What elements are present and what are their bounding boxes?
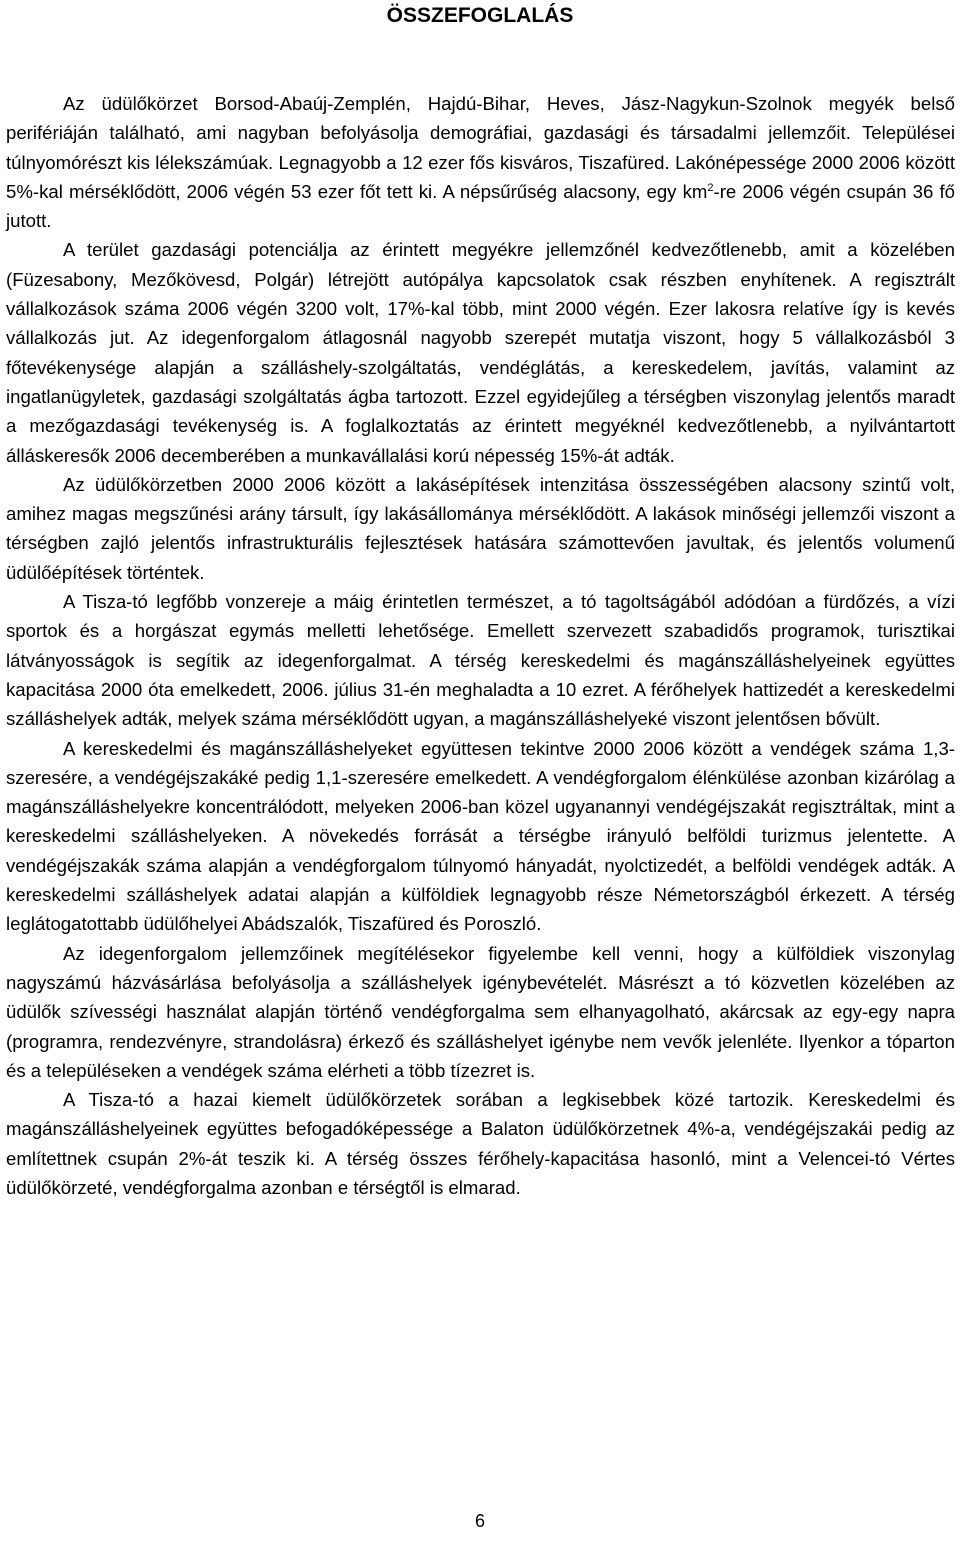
paragraph-guests: A kereskedelmi és magánszálláshelyeket együttesen tekintve 2000 2006 között a vendégek száma 1,3-szeresére, a vendégéjszakáké pedig 1,1-szeresére emelkedett. A vendégforgalom élénkülése azonban kizárólag a magánszálláshelyekre koncentrálódott, melyeken 2006-ban közel ugyanannyi vendégéjszakát regisztráltak, mint a kereskedelmi szálláshelyeken. A növekedés forrását a térségbe irányuló belföldi turizmus jelentette. A vendégéjszakák száma alapján a vendégforgalom túlnyomó hányadát, nyolctizedét, a belföldi vendégek adták. A kereskedelmi szálláshelyek adatai alapján a külföldiek legnagyobb része Németországból érkezett. A térség leglátogatottabb üdülőhelyei Abádszalók, Tiszafüred és Poroszló. [6, 737, 955, 935]
paragraph-comparison: A Tisza-tó a hazai kiemelt üdülőkörzetek sorában a legkisebbek közé tartozik. Kereskedelmi és magánszálláshelyeinek együttes befogadóképessége a Balaton üdülőkörzetnek 4%-a, vendégéjszakái pedig az említettnek csupán 2%-át teszik ki. A térség összes férőhely-kapacitása hasonló, mint a Velencei-tó Vértes üdülőkörzeté, vendégforgalma azonban e térségtől is elmarad. [6, 1089, 955, 1198]
page-number: 6 [474, 1511, 485, 1531]
superscript: 2 [707, 181, 714, 194]
paragraph-housing: Az üdülőkörzetben 2000 2006 között a lakásépítések intenzitása összességében alacsony szintű volt, amihez magas megszűnési arány társult, így lakásállománya mérséklődött. A lakások minőségi jellemzői viszont a térségben zajló jelentős infrastrukturális fejlesztések hatására számottevően javultak, és jelentős volumenű üdülőépítések történtek. [6, 473, 955, 583]
document-body [6, 89, 955, 1202]
paragraph-economy: A terület gazdasági potenciálja az érintett megyékre jellemzőnél kedvezőtlenebb, amit a közelében (Füzesabony, Mezőkövesd, Polgár) létrejött autópálya kapcsolatok csak részben enyhítenek. A regisztrált vállalkozások száma 2006 végén 3200 volt, 17%-kal több, mint 2000 végén. Ezer lakosra relatíve így is kevés vállalkozás jut. Az idegenforgalom átlagosnál nagyobb szerepét mutatja viszont, hogy 5 vállalkozásból 3 főtevékenysége alapján a szálláshely-szolgáltatás, vendéglátás, a kereskedelem, javítás, valamint az ingatlanügyletek, gazdasági szolgáltatás ágba tartozott. Ezzel egyidejűleg a térségben viszonylag jelentős maradt a mezőgazdasági tevékenység is. A foglalkoztatás az érintett megyéknél kedvezőtlenebb, a nyilvántartott álláskeresők 2006 decemberében a munkavállalási korú népesség 15%-át adták. [6, 239, 955, 466]
paragraph-attractions: A Tisza-tó legfőbb vonzereje a máig érintetlen természet, a tó tagoltságából adódóan a fürdőzés, a vízi sportok és a horgászat egymás melletti lehetősége. Emellett szervezett szabadidős programok, turisztikai látványosságok is segítik az idegenforgalmat. A térség kereskedelmi és magánszálláshelyeinek együttes kapacitása 2000 óta emelkedett, 2006. július 31-én meghaladta a 10 ezret. A férőhelyek hattizedét a kereskedelmi szálláshelyek adták, melyek száma mérséklődött ugyan, a magánszálláshelyeké viszont jelentősen bővült. [6, 591, 955, 730]
page-title: ÖSSZEFOGLALÁS [386, 4, 574, 27]
paragraph-text: -re 2006 végén csupán 36 fő jutott. [6, 180, 955, 232]
paragraph-text: Az üdülőkörzet Borsod-Abaúj-Zemplén, Hajdú-Bihar, Heves, Jász-Nagykun-Szolnok megyék belső perifériáján található, ami nagyban befolyásolja demográfiai, gazdasági és társadalmi jellemzőit. Települései túlnyomórészt kis lélekszámúak. Legnagyobb a 12 ezer fős kisváros, Tiszafüred. Lakónépessége 2000 2006 között 5%-kal mérséklődött, 2006 végén 53 ezer főt tett ki. A népsűrűség alacsony, egy km [6, 93, 955, 202]
paragraph-tourism-factors: Az idegenforgalom jellemzőinek megítélésekor figyelembe kell venni, hogy a külföldiek viszonylag nagyszámú házvásárlása befolyásolja a szálláshelyek igénybevételét. Másrészt a tó közvetlen közelében az üdülők szívességi használat alapján történő vendégforgalma sem elhanyagolható, akárcsak az egy-egy napra (programra, rendezvényre, strandolásra) érkező és szálláshelyet igénybe nem vevők jelenléte. Ilyenkor a tóparton és a településeken a vendégek száma elérheti a több tízezret is. [6, 942, 955, 1081]
paragraph-population [6, 89, 955, 235]
